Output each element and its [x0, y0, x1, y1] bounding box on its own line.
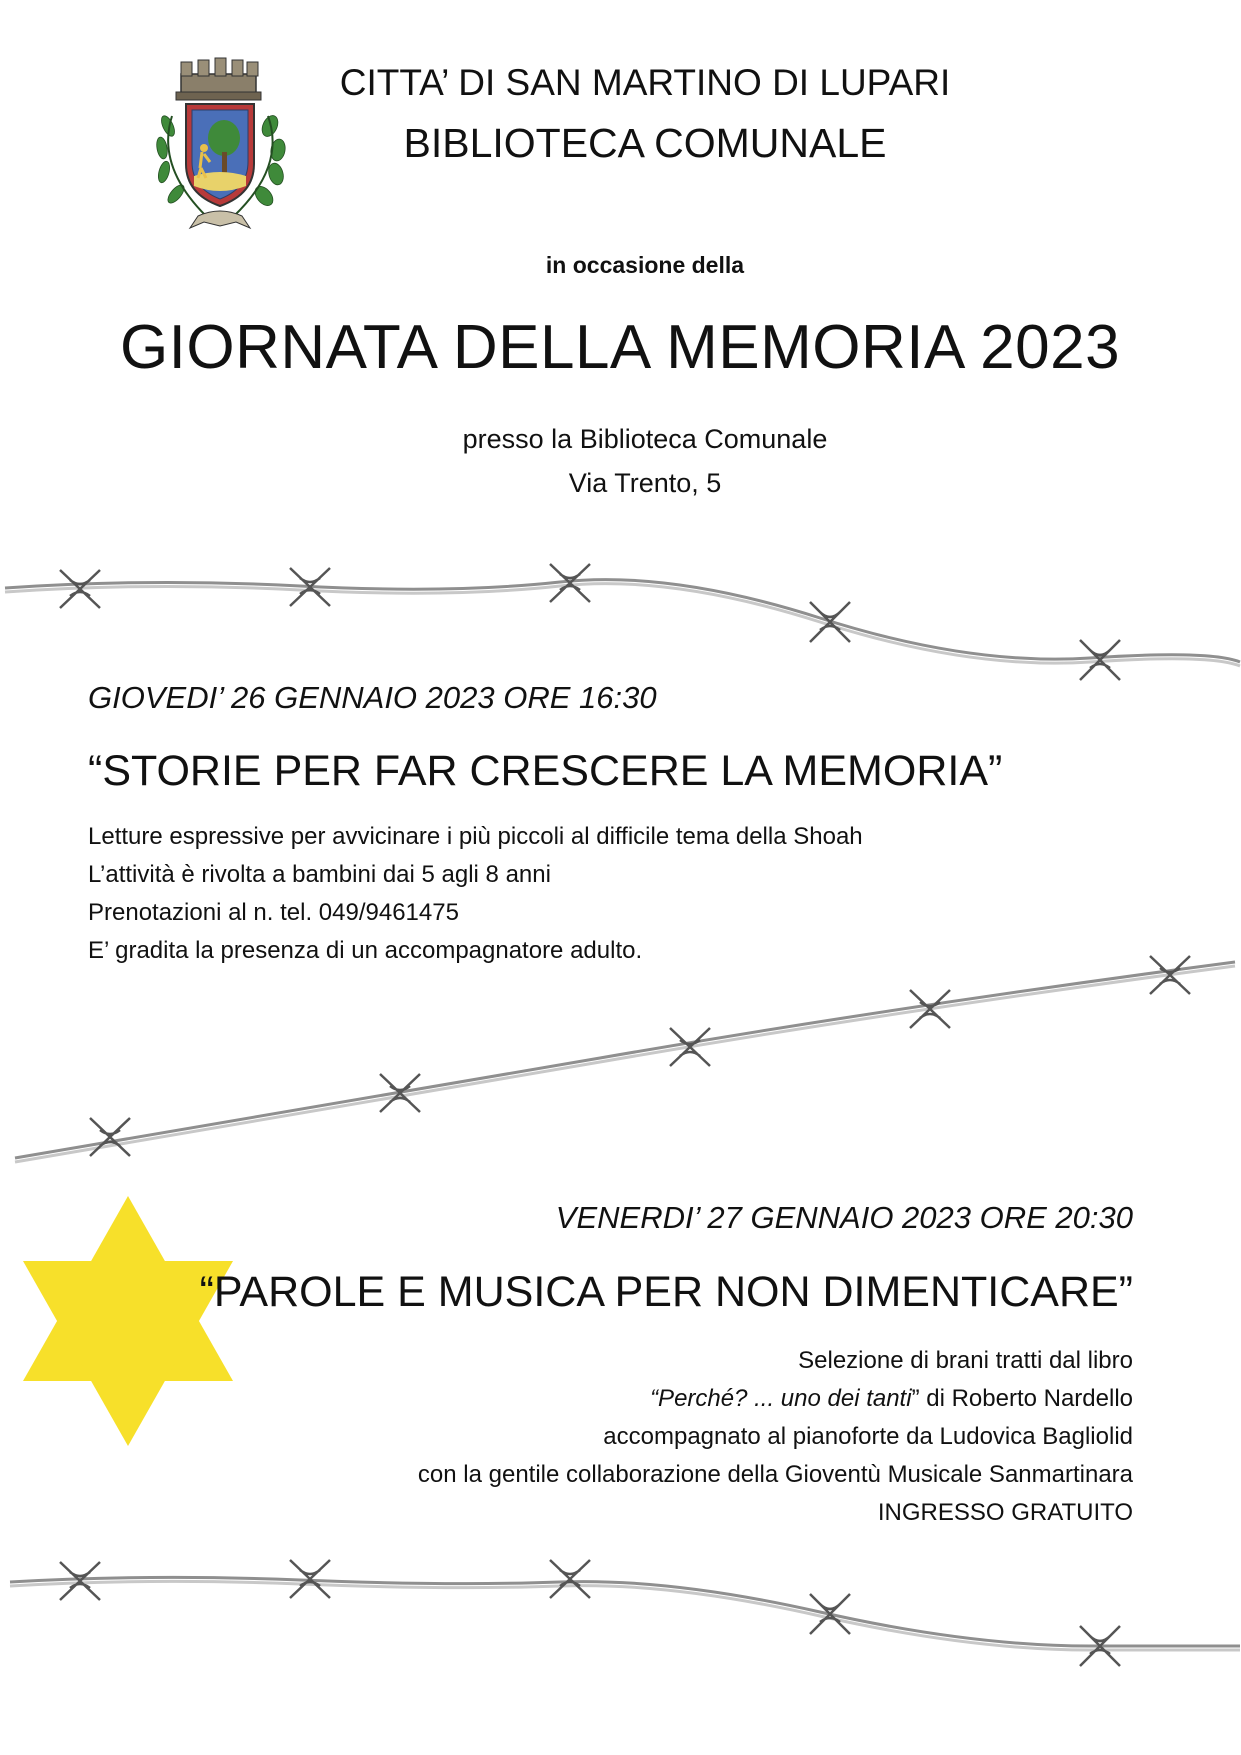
venue-address: Via Trento, 5: [568, 468, 722, 498]
header-library: BIBLIOTECA COMUNALE: [403, 120, 887, 166]
event1-line: E’ gradita la presenza di un accompagnatore adulto.: [88, 937, 643, 964]
event1-line: Prenotazioni al n. tel. 049/9461475: [88, 899, 459, 926]
book-author: ” di Roberto Nardello: [911, 1385, 1133, 1412]
event2-book-line: [418, 1380, 1133, 1418]
event1-title: “STORIE PER FAR CRESCERE LA MEMORIA”: [88, 747, 1003, 795]
barbed-wire-icon: [0, 1520, 1241, 1700]
event2-line: con la gentile collaborazione della Gioventù Musicale Sanmartinara: [417, 1461, 1133, 1488]
event1-line: Letture espressive per avvicinare i più piccoli al difficile tema della Shoah: [88, 823, 863, 850]
book-title: “Perché? ... uno dei tanti: [650, 1385, 912, 1412]
star-of-david-icon: [18, 1196, 238, 1446]
coat-of-arms-icon: [146, 56, 296, 234]
event2-date: VENERDI’ 27 GENNAIO 2023 ORE 20:30: [555, 1200, 1133, 1235]
occasion-text: in occasione della: [545, 252, 745, 278]
header-city: CITTA’ DI SAN MARTINO DI LUPARI: [339, 62, 951, 103]
event2-description: [418, 1342, 1133, 1532]
free-entry-text: INGRESSO GRATUITO: [877, 1499, 1133, 1526]
page-title: GIORNATA DELLA MEMORIA 2023: [119, 313, 1121, 382]
event1-date: GIOVEDI’ 26 GENNAIO 2023 ORE 16:30: [88, 680, 657, 715]
venue-line: presso la Biblioteca Comunale: [462, 424, 828, 454]
event2-line: accompagnato al pianoforte da Ludovica Bagliolid: [603, 1423, 1133, 1450]
barbed-wire-icon: [0, 940, 1241, 1170]
event2-title: “PAROLE E MUSICA PER NON DIMENTICARE”: [199, 1268, 1133, 1316]
event2-line: Selezione di brani tratti dal libro: [798, 1347, 1133, 1374]
event1-line: L’attività è rivolta a bambini dai 5 agli 8 anni: [88, 861, 551, 888]
